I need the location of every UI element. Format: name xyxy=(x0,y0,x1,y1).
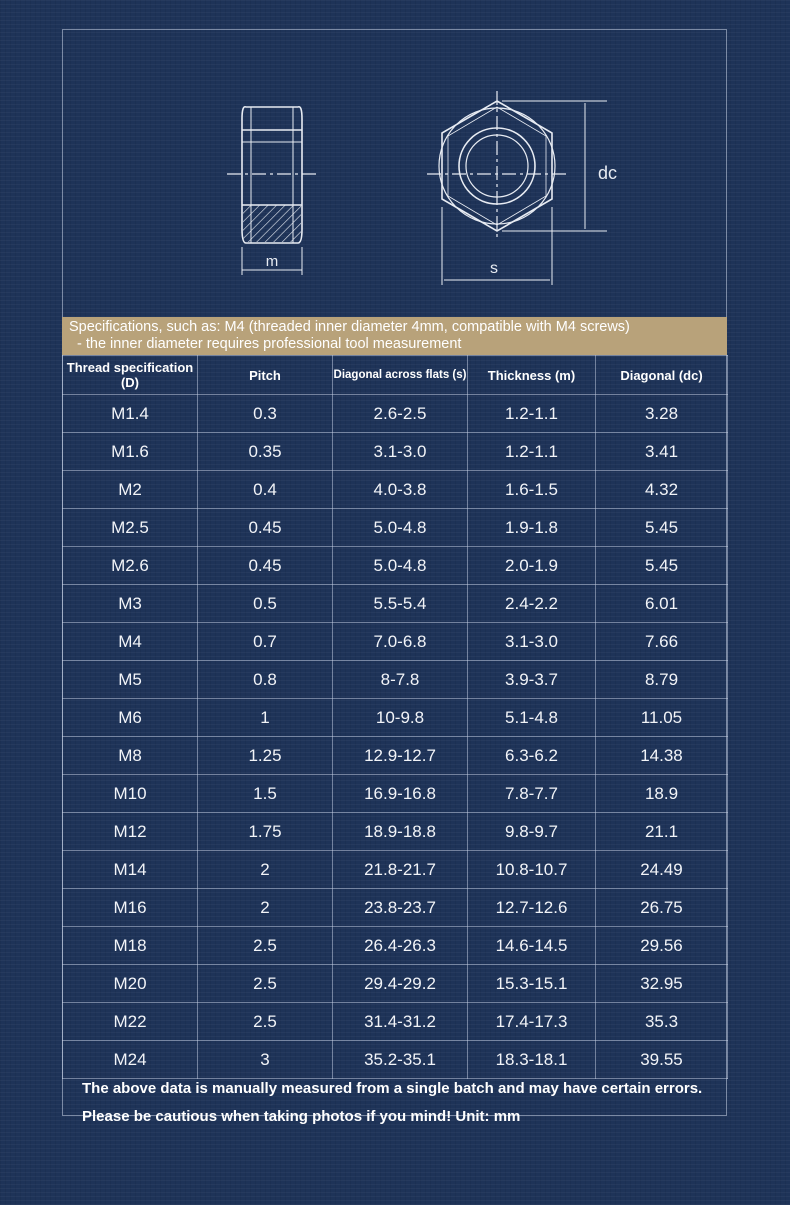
cell-diagonal: 5.45 xyxy=(596,547,728,585)
cell-pitch: 0.7 xyxy=(198,623,333,661)
cell-pitch: 0.35 xyxy=(198,433,333,471)
table-row xyxy=(63,585,728,623)
cell-thread-spec: M12 xyxy=(63,813,198,851)
table-row xyxy=(63,395,728,433)
label-dc: dc xyxy=(598,163,618,183)
cell-pitch: 0.5 xyxy=(198,585,333,623)
spec-banner xyxy=(62,317,727,355)
cell-diagonal: 7.66 xyxy=(596,623,728,661)
header-thickness: Thickness (m) xyxy=(468,356,596,395)
label-s: s xyxy=(490,260,498,277)
cell-diagonal-across-flats: 23.8-23.7 xyxy=(333,889,468,927)
table-row xyxy=(63,547,728,585)
cell-thread-spec: M4 xyxy=(63,623,198,661)
cell-pitch: 3 xyxy=(198,1041,333,1079)
cell-pitch: 0.45 xyxy=(198,547,333,585)
cell-pitch: 0.45 xyxy=(198,509,333,547)
cell-diagonal: 18.9 xyxy=(596,775,728,813)
cell-diagonal: 3.41 xyxy=(596,433,728,471)
cell-thickness: 1.2-1.1 xyxy=(468,395,596,433)
table-row xyxy=(63,889,728,927)
cell-pitch: 0.4 xyxy=(198,471,333,509)
cell-thread-spec: M24 xyxy=(63,1041,198,1079)
cell-thickness: 3.1-3.0 xyxy=(468,623,596,661)
cell-thread-spec: M2.6 xyxy=(63,547,198,585)
cell-diagonal-across-flats: 29.4-29.2 xyxy=(333,965,468,1003)
cell-thread-spec: M14 xyxy=(63,851,198,889)
cell-pitch: 2 xyxy=(198,889,333,927)
cell-thread-spec: M18 xyxy=(63,927,198,965)
cell-diagonal: 6.01 xyxy=(596,585,728,623)
cell-diagonal: 32.95 xyxy=(596,965,728,1003)
header-thread-spec: Thread specification (D) xyxy=(63,356,198,395)
cell-pitch: 0.8 xyxy=(198,661,333,699)
table-row xyxy=(63,851,728,889)
cell-diagonal-across-flats: 7.0-6.8 xyxy=(333,623,468,661)
cell-diagonal: 21.1 xyxy=(596,813,728,851)
header-diagonal-across-flats: Diagonal across flats (s) xyxy=(333,356,468,395)
table-row xyxy=(63,775,728,813)
table-row xyxy=(63,813,728,851)
table-header-row xyxy=(63,356,728,395)
header-diagonal: Diagonal (dc) xyxy=(596,356,728,395)
cell-diagonal-across-flats: 3.1-3.0 xyxy=(333,433,468,471)
cell-thickness: 10.8-10.7 xyxy=(468,851,596,889)
table-row xyxy=(63,433,728,471)
cell-diagonal: 39.55 xyxy=(596,1041,728,1079)
banner-line-1: Specifications, such as: M4 (threaded inner diameter 4mm, compatible with M4 screws) xyxy=(69,319,630,335)
cell-diagonal: 14.38 xyxy=(596,737,728,775)
table-row xyxy=(63,699,728,737)
cell-pitch: 1.25 xyxy=(198,737,333,775)
note-line-1: The above data is manually measured from a single batch and may have certain errors. xyxy=(82,1080,703,1097)
hex-nut-drawing xyxy=(62,29,727,317)
cell-thread-spec: M3 xyxy=(63,585,198,623)
cell-pitch: 2.5 xyxy=(198,965,333,1003)
cell-diagonal: 29.56 xyxy=(596,927,728,965)
table-row xyxy=(63,737,728,775)
cell-pitch: 2 xyxy=(198,851,333,889)
cell-thickness: 15.3-15.1 xyxy=(468,965,596,1003)
cell-thread-spec: M2.5 xyxy=(63,509,198,547)
banner-line-2: - the inner diameter requires professional tool measurement xyxy=(77,336,462,352)
nut-side-view xyxy=(227,107,317,275)
cell-pitch: 0.3 xyxy=(198,395,333,433)
table-row xyxy=(63,661,728,699)
cell-diagonal: 35.3 xyxy=(596,1003,728,1041)
cell-thickness: 2.4-2.2 xyxy=(468,585,596,623)
cell-diagonal-across-flats: 5.0-4.8 xyxy=(333,509,468,547)
spec-table xyxy=(62,355,728,1079)
table-row xyxy=(63,927,728,965)
cell-thickness: 18.3-18.1 xyxy=(468,1041,596,1079)
table-row xyxy=(63,965,728,1003)
table-row xyxy=(63,1041,728,1079)
cell-diagonal: 8.79 xyxy=(596,661,728,699)
cell-diagonal: 24.49 xyxy=(596,851,728,889)
cell-diagonal-across-flats: 2.6-2.5 xyxy=(333,395,468,433)
cell-diagonal-across-flats: 12.9-12.7 xyxy=(333,737,468,775)
table-row xyxy=(63,471,728,509)
label-m: m xyxy=(265,253,279,270)
cell-diagonal: 26.75 xyxy=(596,889,728,927)
cell-thickness: 6.3-6.2 xyxy=(468,737,596,775)
cell-diagonal-across-flats: 31.4-31.2 xyxy=(333,1003,468,1041)
cell-diagonal-across-flats: 5.5-5.4 xyxy=(333,585,468,623)
cell-diagonal-across-flats: 35.2-35.1 xyxy=(333,1041,468,1079)
cell-thread-spec: M1.4 xyxy=(63,395,198,433)
cell-thread-spec: M16 xyxy=(63,889,198,927)
cell-pitch: 1 xyxy=(198,699,333,737)
cell-thickness: 14.6-14.5 xyxy=(468,927,596,965)
cell-thickness: 5.1-4.8 xyxy=(468,699,596,737)
cell-thickness: 9.8-9.7 xyxy=(468,813,596,851)
cell-thread-spec: M22 xyxy=(63,1003,198,1041)
cell-pitch: 1.5 xyxy=(198,775,333,813)
cell-thickness: 1.6-1.5 xyxy=(468,471,596,509)
hex-nut-diagram xyxy=(62,29,727,317)
cell-diagonal: 3.28 xyxy=(596,395,728,433)
cell-pitch: 1.75 xyxy=(198,813,333,851)
cell-diagonal: 5.45 xyxy=(596,509,728,547)
cell-diagonal-across-flats: 5.0-4.8 xyxy=(333,547,468,585)
cell-thickness: 7.8-7.7 xyxy=(468,775,596,813)
table-row xyxy=(63,623,728,661)
nut-top-view xyxy=(427,91,607,285)
cell-thickness: 12.7-12.6 xyxy=(468,889,596,927)
cell-thread-spec: M6 xyxy=(63,699,198,737)
cell-diagonal-across-flats: 16.9-16.8 xyxy=(333,775,468,813)
cell-thread-spec: M8 xyxy=(63,737,198,775)
cell-thread-spec: M1.6 xyxy=(63,433,198,471)
cell-diagonal: 4.32 xyxy=(596,471,728,509)
cell-diagonal-across-flats: 18.9-18.8 xyxy=(333,813,468,851)
cell-thickness: 2.0-1.9 xyxy=(468,547,596,585)
cell-thickness: 17.4-17.3 xyxy=(468,1003,596,1041)
cell-thread-spec: M10 xyxy=(63,775,198,813)
cell-diagonal: 11.05 xyxy=(596,699,728,737)
cell-diagonal-across-flats: 8-7.8 xyxy=(333,661,468,699)
note-line-2: Please be cautious when taking photos if you mind! Unit: mm xyxy=(82,1108,521,1125)
table-body xyxy=(63,395,728,1079)
header-pitch: Pitch xyxy=(198,356,333,395)
cell-diagonal-across-flats: 21.8-21.7 xyxy=(333,851,468,889)
table-row xyxy=(63,1003,728,1041)
cell-thickness: 1.2-1.1 xyxy=(468,433,596,471)
cell-pitch: 2.5 xyxy=(198,927,333,965)
cell-diagonal-across-flats: 4.0-3.8 xyxy=(333,471,468,509)
table-row xyxy=(63,509,728,547)
cell-diagonal-across-flats: 26.4-26.3 xyxy=(333,927,468,965)
cell-thickness: 3.9-3.7 xyxy=(468,661,596,699)
cell-thread-spec: M2 xyxy=(63,471,198,509)
cell-thread-spec: M5 xyxy=(63,661,198,699)
cell-pitch: 2.5 xyxy=(198,1003,333,1041)
cell-diagonal-across-flats: 10-9.8 xyxy=(333,699,468,737)
cell-thread-spec: M20 xyxy=(63,965,198,1003)
cell-thickness: 1.9-1.8 xyxy=(468,509,596,547)
